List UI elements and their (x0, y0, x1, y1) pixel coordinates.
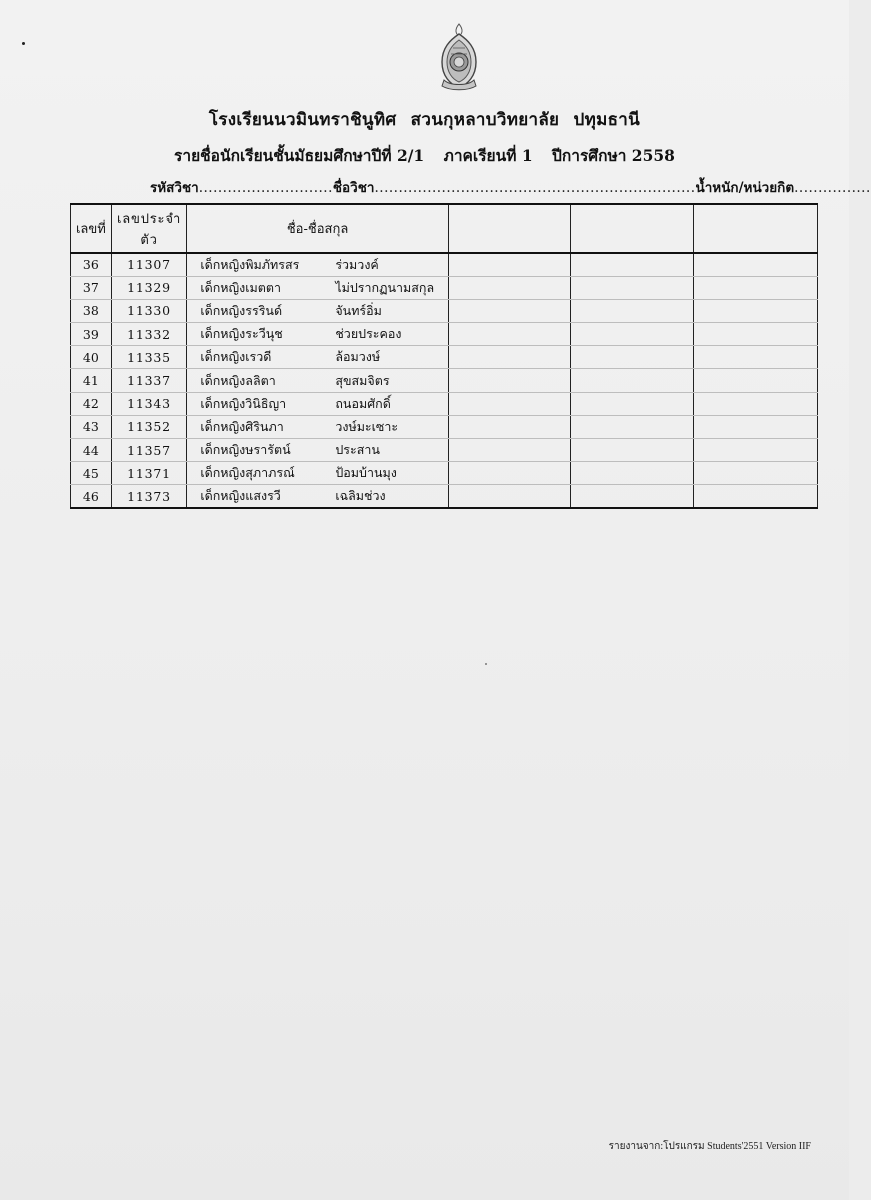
cell-blank-1 (448, 346, 570, 369)
cell-blank-3 (693, 323, 817, 346)
cell-student-id: 11373 (111, 485, 187, 508)
cell-blank-2 (571, 323, 693, 346)
cell-name (187, 485, 449, 508)
first-name: เด็กหญิงระวีนุช (200, 326, 283, 342)
first-name: เด็กหญิงลลิตา (200, 372, 276, 388)
table-row (71, 276, 818, 299)
first-name: เด็กหญิงสุภาภรณ์ (200, 465, 295, 481)
header-no: เลขที่ (71, 204, 112, 253)
cell-student-id: 11332 (111, 323, 187, 346)
table-row (71, 485, 818, 508)
cell-blank-1 (448, 462, 570, 485)
last-name: ไม่ปรากฏนามสกุล (335, 279, 435, 295)
header-student-id: เลขประจำตัว (111, 204, 187, 253)
cell-blank-3 (693, 253, 817, 276)
first-name: เด็กหญิงรรรินด์ (200, 302, 283, 318)
subject-code-blank: ............................ (198, 180, 333, 196)
table-row (71, 415, 818, 438)
cell-blank-1 (448, 392, 570, 415)
last-name: วงษ์มะเซาะ (335, 418, 399, 434)
first-name: เด็กหญิงศิรินภา (200, 418, 284, 434)
cell-blank-2 (571, 253, 693, 276)
cell-name (187, 276, 449, 299)
table-row (71, 253, 818, 276)
first-name: เด็กหญิงเมตตา (200, 279, 282, 295)
first-name: เด็กหญิงเรวดี (200, 349, 272, 365)
last-name: จันทร์อิ่ม (335, 302, 382, 318)
school-seal-icon (436, 22, 482, 92)
cell-blank-1 (448, 485, 570, 508)
school-title (0, 106, 849, 133)
table-row (71, 299, 818, 322)
header-name: ชื่อ-ชื่อสกุล (187, 204, 449, 253)
cell-no: 43 (71, 415, 112, 438)
last-name: ป้อมบ้านมุง (335, 465, 397, 481)
cell-blank-1 (448, 323, 570, 346)
cell-student-id: 11352 (111, 415, 187, 438)
cell-blank-3 (693, 392, 817, 415)
report-footer: รายงานจาก:โปรแกรม Students'2551 Version IIF (608, 1141, 811, 1152)
cell-student-id: 11337 (111, 369, 187, 392)
header-blank-1 (448, 204, 570, 253)
cell-name (187, 323, 449, 346)
academic-year: ปีการศึกษา 2558 (552, 146, 675, 165)
table-row (71, 439, 818, 462)
cell-blank-2 (571, 415, 693, 438)
cell-no: 41 (71, 369, 112, 392)
cell-no: 38 (71, 299, 112, 322)
first-name: เด็กหญิงษรารัตน์ (200, 442, 291, 458)
cell-student-id: 11357 (111, 439, 187, 462)
cell-student-id: 11330 (111, 299, 187, 322)
cell-blank-2 (571, 485, 693, 508)
first-name: เด็กหญิงแสงรวี (200, 488, 281, 504)
cell-blank-3 (693, 346, 817, 369)
last-name: ล้อมวงษ์ (335, 349, 381, 365)
subject-code-label: รหัสวิชา (150, 180, 199, 196)
cell-student-id: 11307 (111, 253, 187, 276)
cell-blank-1 (448, 299, 570, 322)
cell-blank-2 (571, 346, 693, 369)
cell-blank-3 (693, 462, 817, 485)
cell-blank-2 (571, 392, 693, 415)
cell-blank-2 (571, 369, 693, 392)
table-row (71, 323, 818, 346)
cell-name (187, 346, 449, 369)
cell-blank-1 (448, 276, 570, 299)
credit-blank: ................ (794, 180, 871, 196)
table-header-row (71, 204, 818, 253)
last-name: ประสาน (335, 442, 380, 458)
header-blank-3 (693, 204, 817, 253)
table-row (71, 462, 818, 485)
cell-blank-3 (693, 299, 817, 322)
cell-name (187, 392, 449, 415)
cell-name (187, 253, 449, 276)
header-blank-2 (571, 204, 693, 253)
last-name: เฉลิมช่วง (335, 488, 386, 504)
cell-blank-3 (693, 369, 817, 392)
cell-student-id: 11329 (111, 276, 187, 299)
cell-name (187, 415, 449, 438)
cell-student-id: 11371 (111, 462, 187, 485)
cell-no: 39 (71, 323, 112, 346)
cell-name (187, 299, 449, 322)
cell-no: 46 (71, 485, 112, 508)
table-body (71, 253, 818, 508)
cell-name (187, 439, 449, 462)
student-roster-table (70, 203, 818, 509)
list-title: รายชื่อนักเรียนชั้นมัธยมศึกษาปีที่ 2/1 (174, 146, 425, 165)
cell-blank-2 (571, 276, 693, 299)
cell-blank-2 (571, 439, 693, 462)
subject-name-label: ชื่อวิชา (332, 180, 375, 196)
cell-blank-3 (693, 415, 817, 438)
cell-blank-1 (448, 369, 570, 392)
first-name: เด็กหญิงวินิธิญา (200, 395, 287, 411)
cell-blank-2 (571, 462, 693, 485)
cell-no: 40 (71, 346, 112, 369)
cell-no: 36 (71, 253, 112, 276)
subject-line (150, 176, 871, 198)
school-branch: สวนกุหลาบวิทยาลัย (410, 110, 560, 130)
cell-no: 44 (71, 439, 112, 462)
first-name: เด็กหญิงพิมภัทรสร (200, 256, 300, 272)
cell-blank-3 (693, 439, 817, 462)
cell-blank-3 (693, 276, 817, 299)
list-title-line (0, 143, 849, 168)
school-name: โรงเรียนนวมินทราชินูทิศ (208, 110, 397, 130)
cell-no: 45 (71, 462, 112, 485)
cell-student-id: 11335 (111, 346, 187, 369)
cell-blank-2 (571, 299, 693, 322)
table-row (71, 369, 818, 392)
cell-blank-1 (448, 415, 570, 438)
table-row (71, 346, 818, 369)
last-name: ช่วยประคอง (335, 326, 402, 342)
last-name: สุขสมจิตร (335, 372, 390, 388)
semester: ภาคเรียนที่ 1 (443, 146, 533, 165)
cell-name (187, 462, 449, 485)
last-name: ถนอมศักดิ์ (335, 395, 391, 411)
cell-blank-3 (693, 485, 817, 508)
cell-no: 42 (71, 392, 112, 415)
province: ปทุมธานี (573, 110, 641, 130)
cell-blank-1 (448, 439, 570, 462)
subject-name-blank: ................................................................... (374, 180, 696, 196)
cell-no: 37 (71, 276, 112, 299)
cell-name (187, 369, 449, 392)
last-name: ร่วมวงค์ (335, 256, 379, 272)
scan-speck (22, 42, 25, 45)
cell-student-id: 11343 (111, 392, 187, 415)
scan-speck-2 (485, 663, 487, 665)
credit-label: น้ำหนัก/หน่วยกิต (695, 180, 795, 196)
cell-blank-1 (448, 253, 570, 276)
table-row (71, 392, 818, 415)
